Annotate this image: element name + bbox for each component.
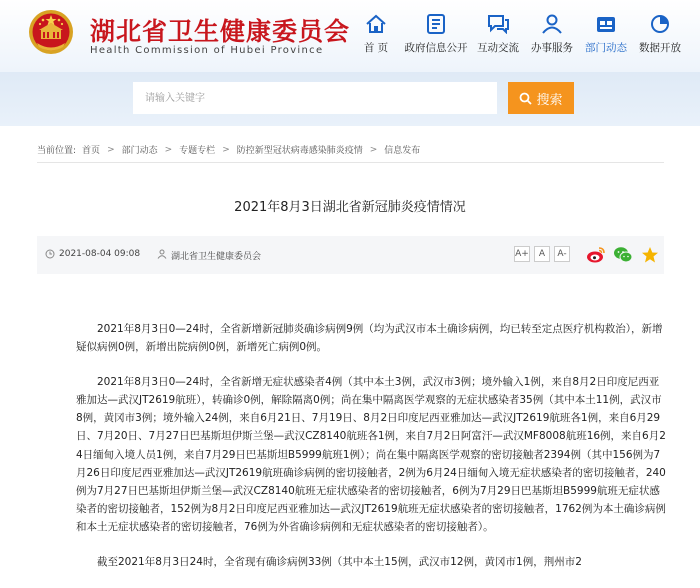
search-button-label: 搜索 [536,92,563,108]
search-bar [0,72,700,126]
breadcrumb-department-news[interactable]: 部门动态 [121,146,158,156]
home-icon [365,14,387,34]
breadcrumb-separator: > [107,144,115,155]
wechat-icon[interactable] [613,246,633,264]
search-button[interactable] [508,82,574,114]
breadcrumb-special-topics[interactable]: 专题专栏 [179,146,216,156]
breadcrumb-separator: > [164,144,173,155]
font-increase-button[interactable] [514,246,530,262]
article-paragraph: 截至2021年8月3日24时，全省现有确诊病例33例（其中本土15例，武汉市12例，黄冈市1例，荆州市2 [97,556,582,569]
article-paragraph: 2021年8月3日0—24时，全省新增新冠肺炎确诊病例9例（均为武汉市本土确诊病例，均已转至定点医疗机构救治），新增疑似病例0例，新增出院病例0例，新增死亡病例0例。 [76,323,663,354]
weibo-icon[interactable] [586,246,606,264]
service-user-icon [541,14,563,34]
clock-icon [45,249,55,259]
divider [37,162,664,163]
breadcrumb-separator: > [222,144,230,155]
national-emblem-logo [27,8,75,56]
nav-department-news-label: 部门动态 [585,42,627,54]
breadcrumb-covid-prevention[interactable]: 防控新型冠状病毒感染肺炎疫情 [236,146,363,156]
search-input[interactable] [133,82,497,114]
article-title: 2021年8月3日湖北省新冠肺炎疫情情况 [234,200,466,215]
breadcrumb [37,143,420,156]
breadcrumb-info-release[interactable]: 信息发布 [384,146,421,156]
font-decrease-button[interactable] [554,246,570,262]
source-icon [157,249,167,259]
publish-date: 2021-08-04 09:08 [59,249,141,259]
nav-data-open[interactable] [624,14,696,62]
nav-info-disclosure-label: 政府信息公开 [404,42,468,54]
font-decrease-label: A- [557,249,567,259]
article-source: 湖北省卫生健康委员会 [171,252,262,262]
site-header [0,0,700,72]
site-subtitle: Health Commission of Hubei Province [90,45,324,56]
nav-data-open-label: 数据开放 [639,42,681,54]
star-icon[interactable] [641,246,659,264]
nav-services-label: 办事服务 [531,42,573,54]
breadcrumb-home[interactable]: 首页 [82,146,101,156]
chat-icon [486,14,510,34]
article-meta-bar [37,236,664,274]
site-title: 湖北省卫生健康委员会 [90,17,351,46]
breadcrumb-prefix: 当前位置: [37,146,77,156]
breadcrumb-separator: > [369,144,378,155]
article-body [76,320,666,588]
font-reset-button[interactable] [534,246,550,262]
data-open-icon [649,14,671,34]
info-disclosure-icon [425,14,447,34]
department-icon [595,14,617,34]
nav-interaction-label: 互动交流 [477,42,519,54]
search-icon [519,92,532,105]
nav-home-label: 首 页 [363,42,389,54]
article-paragraph: 2021年8月3日0—24时，全省新增无症状感染者4例（其中本土3例，武汉市3例；境外输入1例，来自8月2日印度尼西亚雅加达—武汉JT2619航班），转确诊0例，解除隔离0例；尚在集中隔离医学观察的无症状感染者35例（其中本土11例，武汉市8例，黄冈市3例；境外输入24例，来自6月21日、7月19日、8月2日印度尼西亚雅加达—武汉JT2619航班各1例，来自6月29日、7月20日、7月27日巴基斯坦伊斯兰堡—武汉CZ8140航班各1例，来自7月2日阿富汗—武汉MF8008航班16例，来自6月24日缅甸入境人员1例，来自7月29日巴基斯坦B5999航班1例）；尚在集中隔离医学观察的密切接触者2394例（其中156例为7月26日印度尼西亚雅加达—武汉JT2619航班确诊病例的密切接触者，2例为6月24日缅甸入境无症状感染者的密切接触者，240例为7月27日巴基斯坦伊斯兰堡—武汉CZ8140航班无症状感染者的密切接触者，6例为7月29日巴基斯坦B5999航班无症状感染者的密切接触者，152例为8月2日印度尼西亚雅加达—武汉JT2619航班无症状感染者的密切接触者，1762例为本土确诊病例和本土无症状感染者的密切接触者，76例为外省确诊病例和无症状感染者的密切接触者）。 [76,376,666,533]
font-increase-label: A+ [515,249,529,259]
font-reset-label: A [538,249,546,259]
